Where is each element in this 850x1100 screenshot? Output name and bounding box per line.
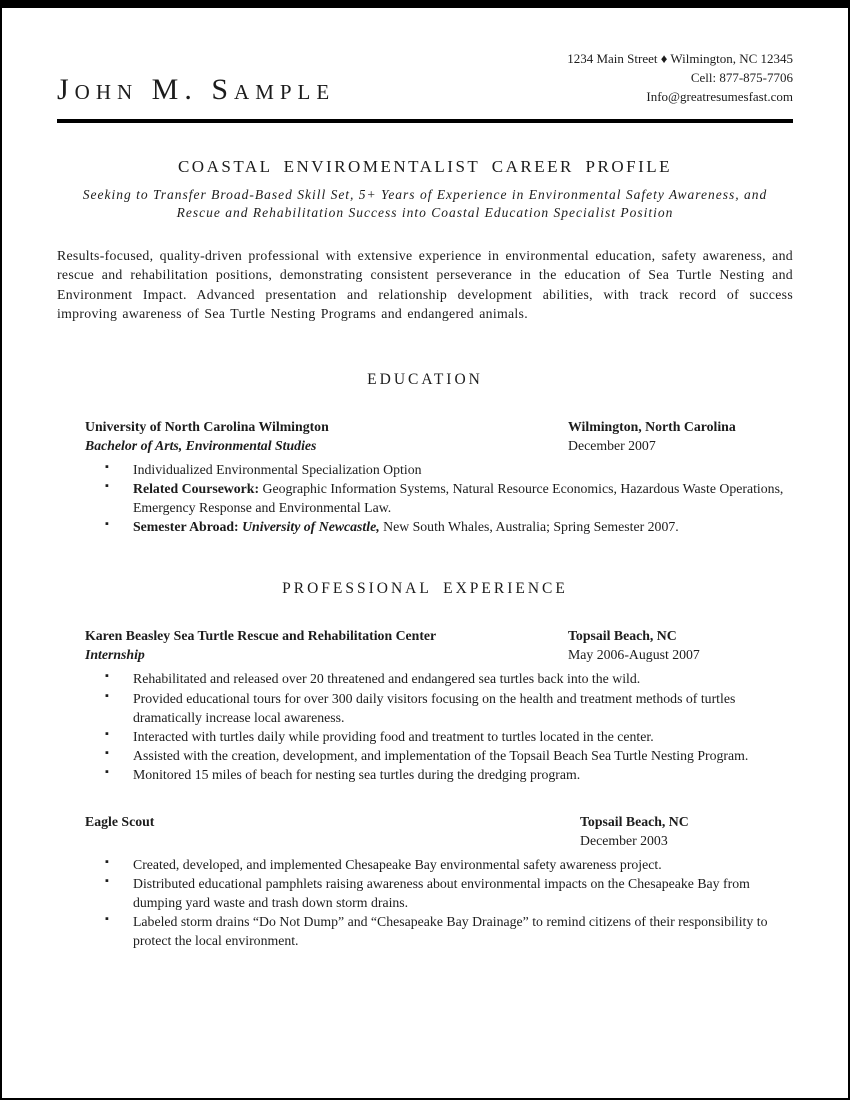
contact-phone: Cell: 877-875-7706 [690, 69, 793, 85]
section-heading-education: EDUCATION [367, 371, 483, 389]
bullet-item [85, 855, 793, 874]
bullet-square-icon [105, 912, 133, 950]
school-location: Wilmington, North Carolina [568, 419, 736, 435]
education-bullets [85, 460, 793, 536]
education-row-1 [85, 417, 793, 436]
bullet-item [85, 874, 793, 912]
bullet-text: Semester Abroad: University of Newcastle, New South Whales, Australia; Spring Semester 2007. [133, 519, 679, 535]
bullet-square-icon [105, 765, 133, 784]
contact-block [567, 50, 793, 107]
bullet-text: Assisted with the creation, development, and implementation of the Topsail Beach Sea Turtle Nesting Program. [133, 747, 749, 763]
bullet-square-icon [105, 689, 133, 727]
job-location: Topsail Beach, NC [568, 628, 677, 644]
job-location-dates [568, 812, 793, 850]
bullet-square-icon [105, 669, 133, 688]
bullet-square-icon [105, 460, 133, 479]
bullet-square-icon [105, 479, 133, 517]
bullet-text: Interacted with turtles daily while providing food and treatment to turtles located in the center. [133, 728, 654, 744]
profile-summary: Results-focused, quality-driven professional with extensive experience in environmental education, safety awareness, and rescue and rehabilitation positions, demonstrating consistent perseverance in the education of Sea Turtle Nesting and Environment Impact. Advanced presentation and relationship development abilities, with track record of success improving awareness of Sea Turtle Nesting Programs and endangered animals. [57, 247, 793, 321]
contact-address: 1234 Main Street ♦ Wilmington, NC 12345 [567, 51, 793, 66]
bullet-item [85, 479, 793, 517]
bullet-square-icon [105, 746, 133, 765]
job-row-1 [85, 626, 793, 645]
bullet-item [85, 765, 793, 784]
job-company: Karen Beasley Sea Turtle Rescue and Rehabilitation Center [85, 628, 437, 644]
job-row-1 [85, 812, 793, 850]
header-divider [57, 119, 793, 123]
job-dates: December 2003 [580, 832, 668, 848]
degree: Bachelor of Arts, Environmental Studies [85, 438, 317, 454]
school-name: University of North Carolina Wilmington [85, 419, 329, 435]
job-bullets [85, 855, 793, 950]
bullet-text: Created, developed, and implemented Chesapeake Bay environmental safety awareness project. [133, 856, 662, 872]
section-heading-experience: PROFESSIONAL EXPERIENCE [282, 580, 568, 598]
bullet-text: Provided educational tours for over 300 daily visitors focusing on the health and treatment methods of turtles dramatically increase local awareness. [133, 690, 736, 725]
education-entry [57, 417, 793, 536]
experience-entry [57, 626, 793, 783]
candidate-name: John M. Sample [57, 72, 336, 106]
resume-header [57, 50, 793, 107]
bullet-text: Labeled storm drains “Do Not Dump” and “Chesapeake Bay Drainage” to remind citizens of their responsibility to protect the local environment. [133, 913, 768, 948]
profile-subtitle: Seeking to Transfer Broad-Based Skill Set, 5+ Years of Experience in Environmental Safety Awareness, and Rescue and Rehabilitation Success into Coastal Education Specialist Position [82, 186, 768, 220]
bullet-square-icon [105, 855, 133, 874]
job-bullets [85, 669, 793, 783]
bullet-item [85, 746, 793, 765]
profile-title: COASTAL ENVIROMENTALIST CAREER PROFILE [177, 156, 673, 176]
bullet-item [85, 727, 793, 746]
bullet-text: Individualized Environmental Specialization Option [133, 462, 422, 478]
job-row-2 [85, 645, 793, 664]
job-company: Eagle Scout [85, 813, 155, 829]
job-role: Internship [85, 647, 145, 663]
graduation-date: December 2007 [568, 438, 656, 454]
bullet-square-icon [105, 727, 133, 746]
bullet-item [85, 460, 793, 479]
bullet-item [85, 689, 793, 727]
bullet-square-icon [105, 517, 133, 536]
job-dates: May 2006-August 2007 [568, 647, 700, 663]
bullet-item [85, 669, 793, 688]
bullet-square-icon [105, 874, 133, 912]
contact-email: Info@greatresumesfast.com [646, 88, 793, 104]
experience-entry [57, 812, 793, 950]
bullet-item [85, 912, 793, 950]
bullet-text: Distributed educational pamphlets raising awareness about environmental impacts on the Chesapeake Bay from dumping yard waste and trash down storm drains. [133, 875, 750, 910]
bullet-text: Rehabilitated and released over 20 threatened and endangered sea turtles back into the wild. [133, 671, 641, 687]
job-location: Topsail Beach, NC [580, 813, 689, 829]
bullet-text: Monitored 15 miles of beach for nesting sea turtles during the dredging program. [133, 766, 581, 782]
bullet-text: Related Coursework: Geographic Information Systems, Natural Resource Economics, Hazardous Waste Operations, Emergency Response and Environmental Law. [133, 481, 784, 516]
bullet-item [85, 517, 793, 536]
education-row-2 [85, 436, 793, 455]
